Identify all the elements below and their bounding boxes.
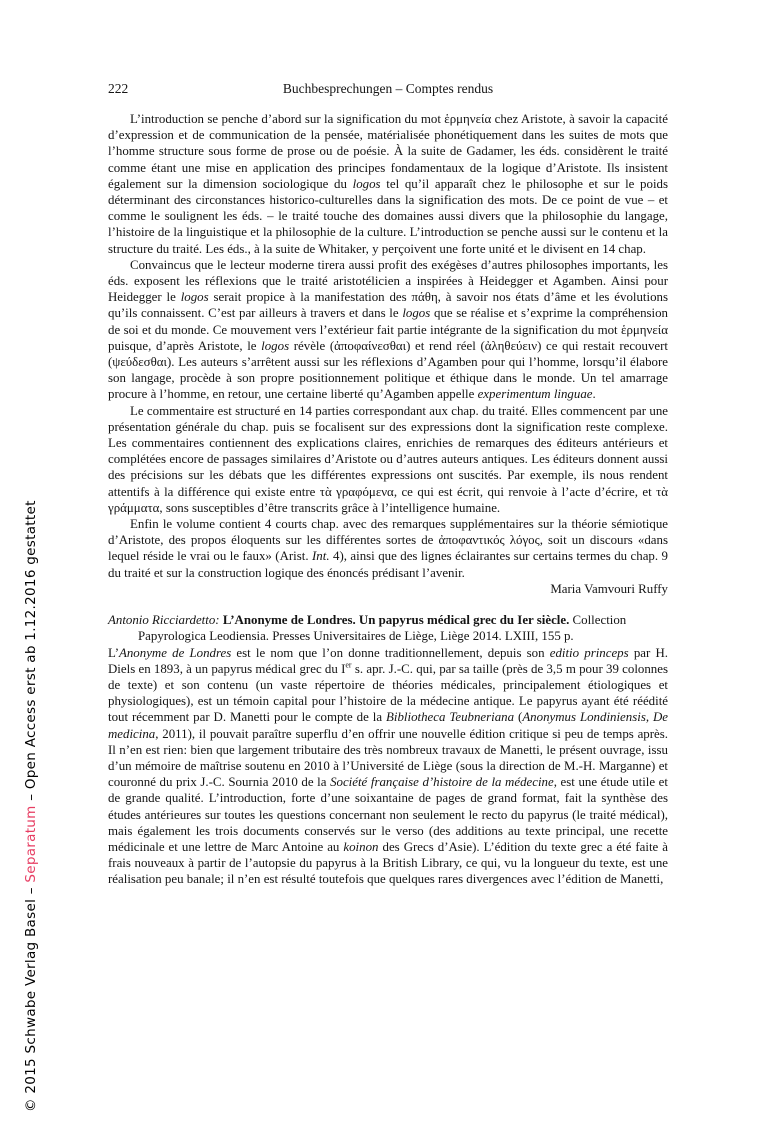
running-head-title: Buchbesprechungen – Comptes rendus — [282, 81, 494, 96]
separatum-highlight: Separatum — [23, 805, 39, 883]
review-aristotle-paragraph-1: L’introduction se penche d’abord sur la signification du mot ἑρμηνεία chez Aristote, à savoir la capacité d’expression et de communication de la pensée, matérialisée phonétiquement dans les suites de mots que l’homme structure sous forme de prose ou de poésie. À la suite de Gadamer, les éds. considèrent le traité comme étant une mise en application des principes fondamentaux de la logique d’Aristote. Ils insistent également sur la dimension sociologique du logos tel qu’il apparaît chez le philosophe et sur le poids déterminant des circonstances historico-culturelles dans la signification des mots. De ce point de vue – et comme le soulignent les éds. – le traité touche des domaines aussi divers que la philosophie du langage, l’histoire de la linguistique et la philosophie de la culture. L’introduction se penche aussi sur le contenu et la structure du traité. Les éds., à la suite de Whitaker, y perçoivent une forte unité et le divisent en 14 chap. — [108, 112, 668, 256]
copyright-suffix: – Open Access erst ab 1.12.2016 gestattet — [23, 500, 39, 806]
book-citation-heading: Antonio Ricciardetto: L’Anonyme de Londres. Un papyrus médical grec du Ier siècle. Collection Papyrologica Leodiensia. Presses Universitaires de Liège, Liège 2014. LXIII, 155 p. — [108, 613, 627, 644]
document-body — [108, 111, 668, 888]
running-head — [108, 80, 668, 97]
copyright-prefix: © 2015 Schwabe Verlag Basel – — [23, 882, 39, 1112]
review-aristotle-paragraph-4: Enfin le volume contient 4 courts chap. avec des remarques supplémentaires sur la théorie sémiotique d’Aristote, des propos éloquents sur les différentes sortes de ἀποφαντικός λόγος, soit un discours «dans lequel réside le vrai ou le faux» (Arist. Int. 4), ainsi que des lignes éclairantes sur certains termes du chap. 9 du traité et sur la construction logique des énoncés prédisant l’avenir. — [108, 517, 668, 580]
review-aristotle-paragraph-3: Le commentaire est structuré en 14 parties correspondant aux chap. du traité. Elles commencent par une présentation générale du chap. puis se focalisent sur des expressions dont la signification reste complexe. Les commentaires contiennent des explications claires, enrichies de remarques des éditeurs antérieurs et complétées encore de passages similaires d’Aristote ou d’autres auteurs antiques. Les éditeurs donnent aussi des précisions sur les débats que les différentes expressions ont suscités. Par exemple, ils nous rendent attentifs à la différence qui existe entre τὰ γραφόμενα, ce qui est écrit, qui renvoie à l’acte d’écrire, et τὰ γράμματα, sons susceptibles d’être transcrits grâce à l’intelligence humaine. — [108, 403, 668, 515]
reviewer-signature: Maria Vamvouri Ruffy — [550, 581, 668, 596]
page-number: 222 — [108, 81, 129, 96]
review-aristotle-paragraph-2: Convaincus que le lecteur moderne tirera aussi profit des exégèses d’autres philosophes importants, les éds. exposent les réflexions que le traité aristotélicien a inspirées à Heidegger et Agamben. Ainsi pour Heidegger le logos serait propice à la manifestation des πάθη, à savoir nos états d’âme et les évolutions qu’ils connaissent. C’est par ailleurs à travers et dans le logos que se réalise et s’exprime la compréhension de soi et du monde. Ce mouvement vers l’extérieur fait partie intégrante de la signification du mot ἑρμηνεία puisque, d’après Aristote, le logos révèle (ἀποφαίνεσθαι) et rend réel (ἀληθεύειν) ce qui restait recouvert (ψεύδεσθαι). Les auteurs s’arrêtent aussi sur les réflexions d’Agamben pour qui l’homme, lorsqu’il élabore son langage, procède à son propre positionnement politique et éthique dans le monde. Un tel amarrage procure à l’homme, en retour, une certaine liberté qu’Agamben appelle experimentum linguae. — [108, 257, 668, 402]
copyright-sidebar-text — [23, 452, 43, 1112]
review-ricciardetto-paragraph: L’Anonyme de Londres est le nom que l’on donne traditionnellement, depuis son editio princeps par H. Diels en 1893, à un papyrus médical grec du Ier s. apr. J.-C. qui, par sa taille (près de 3,5 m pour 39 colonnes de texte) et son contenu (un vaste répertoire de théories médicales, principalement étiologiques et physiologiques), est un témoin capital pour l’histoire de la médecine antique. Le papyrus ayant été réédité tout récemment par D. Manetti pour le compte de la Bibliotheca Teubneriana (Anonymus Londiniensis, De medicina, 2011), il pouvait paraître superflu d’en offrir une nouvelle édition critique si peu de temps après. Il n’en est rien: bien que largement tributaire des très nombreux travaux de Manetti, le présent ouvrage, issu d’un mémoire de maîtrise soutenu en 2010 à l’Université de Liège (sous la direction de M.-H. Marganne) et couronné du prix J.-C. Sournia 2010 de la Société française d’histoire de la médecine, est une étude utile et de grande qualité. L’introduction, forte d’une soixantaine de pages de grand format, fait la synthèse des études antérieures sur toutes les questions concernant non seulement le recto du papyrus (le traité médical), mais également les trois documents conservés sur le verso (des additions au texte principal, une recette médicinale et une lettre de Marc Antoine au koinon des Grecs d’Asie). L’édition du texte grec a été faite à frais nouveaux à partir de l’autopsie du papyrus à la British Library, ce qui, vu la longueur du texte, est une réalisation peu banale; il n’en est résulté toutefois que quelques rares divergences avec l’édition de Manetti, — [108, 645, 669, 887]
